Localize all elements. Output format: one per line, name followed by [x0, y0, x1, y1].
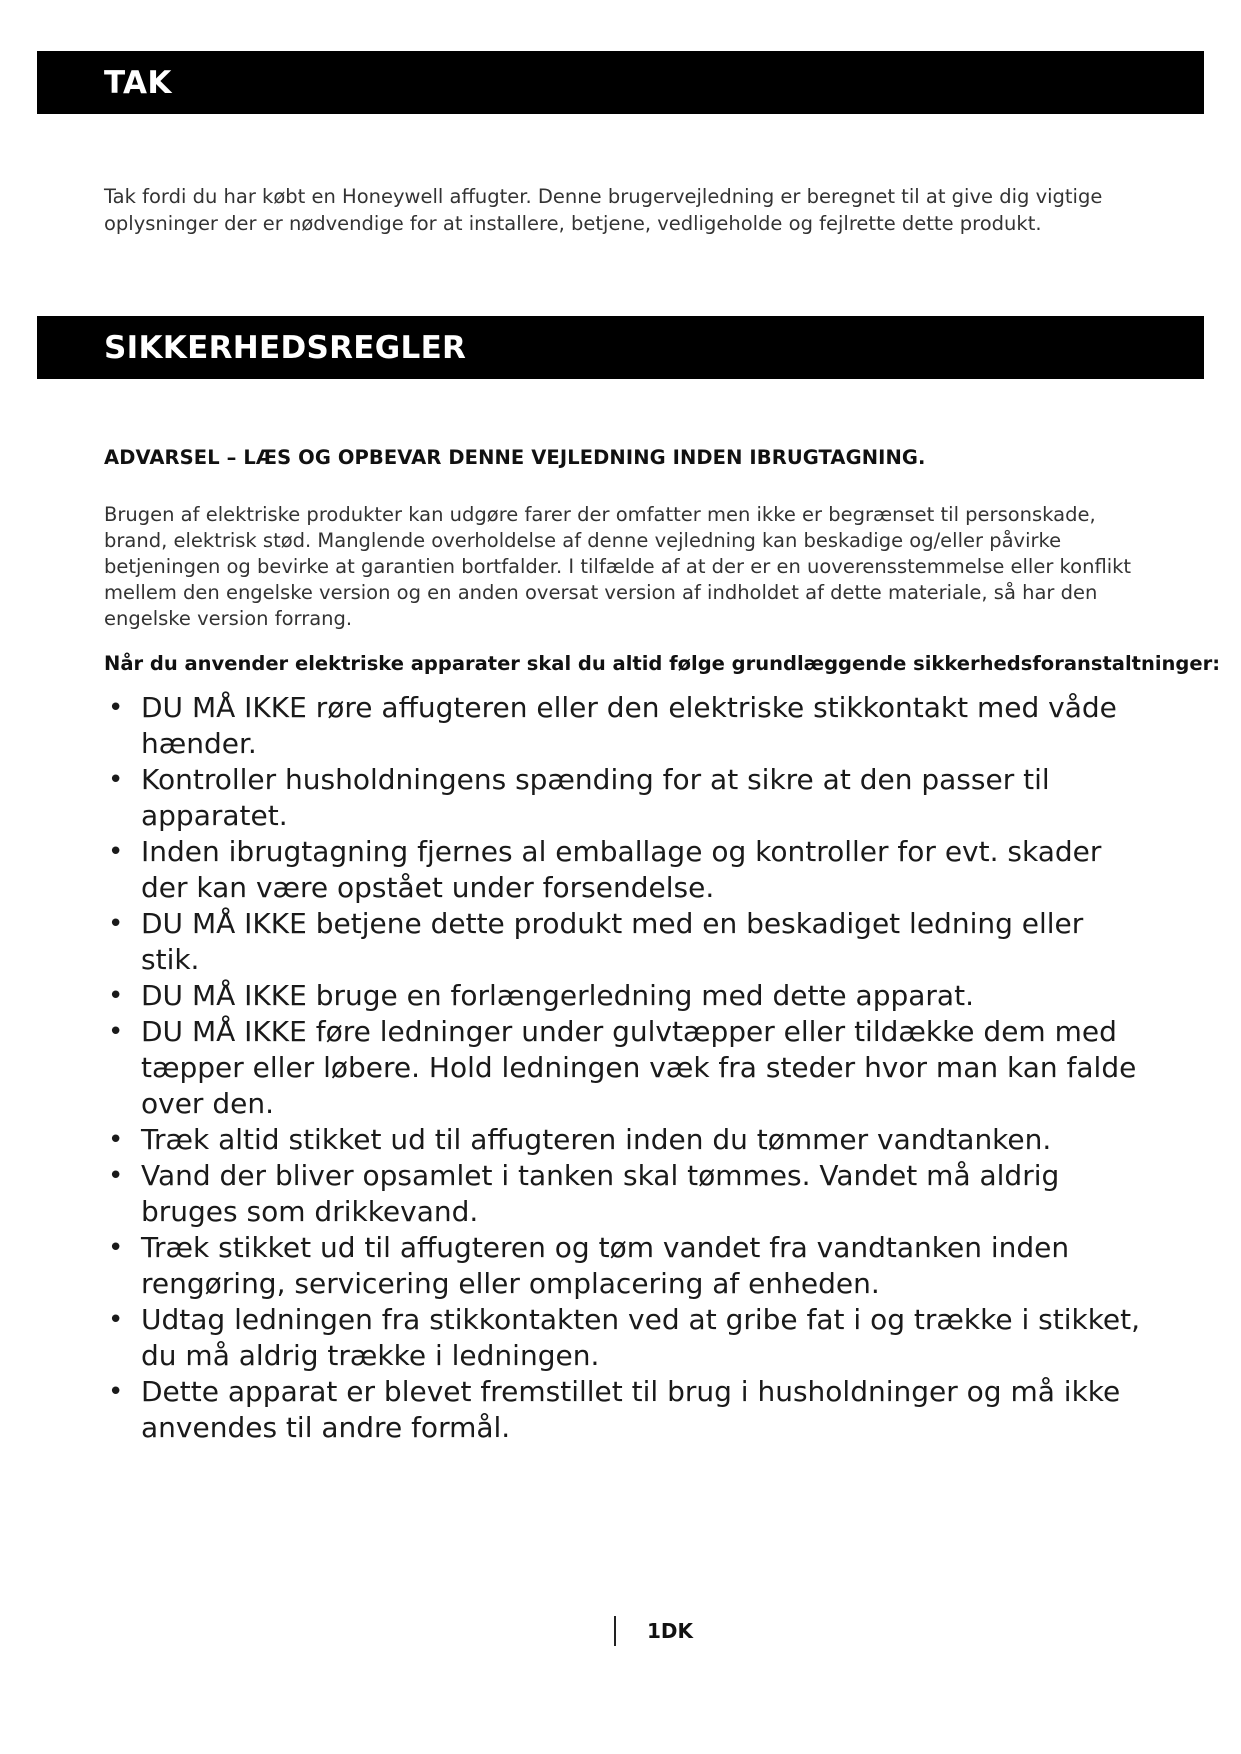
list-item-text: DU MÅ IKKE betjene dette produkt med en beskadiget ledning eller stik.	[141, 907, 1084, 976]
bullet-icon: •	[108, 909, 124, 939]
list-item-text: Kontroller husholdningens spænding for at sikre at den passer til apparatet.	[141, 763, 1050, 832]
list-item-text: Udtag ledningen fra stikkontakten ved at gribe fat i og trække i stikket, du må aldrig trække i ledningen.	[141, 1303, 1141, 1372]
bullet-icon: •	[108, 981, 124, 1011]
list-item	[104, 1158, 1144, 1230]
bullet-icon: •	[108, 1233, 124, 1263]
list-item-text: DU MÅ IKKE røre affugteren eller den elektriske stikkontakt med våde hænder.	[141, 691, 1117, 760]
list-item-text: Vand der bliver opsamlet i tanken skal tømmes. Vandet må aldrig bruges som drikkevand.	[141, 1159, 1060, 1228]
list-item	[104, 1122, 1144, 1158]
safety-list	[104, 690, 1144, 1446]
list-item-text: DU MÅ IKKE bruge en forlængerledning med dette apparat.	[141, 979, 974, 1012]
section-title-sikkerhedsregler: SIKKERHEDSREGLER	[104, 329, 467, 366]
section-title-tak: TAK	[104, 64, 172, 101]
list-item	[104, 690, 1144, 762]
list-item	[104, 978, 1144, 1014]
intro-paragraph: Tak fordi du har købt en Honeywell affugter. Denne brugervejledning er beregnet til at give dig vigtige oplysninger der er nødvendige for at installere, betjene, vedligeholde og fejlrette dette produkt.	[104, 185, 1103, 235]
bullet-icon: •	[108, 1161, 124, 1191]
list-item	[104, 1230, 1144, 1302]
bullet-icon: •	[108, 1125, 124, 1155]
page-number: 1DK	[647, 1619, 694, 1643]
warning-heading: ADVARSEL – LÆS OG OPBEVAR DENNE VEJLEDNING INDEN IBRUGTAGNING.	[104, 446, 926, 469]
bullet-icon: •	[108, 693, 124, 723]
section-header-tak	[37, 51, 1204, 114]
section-header-sikkerhedsregler	[37, 316, 1204, 379]
list-item	[104, 1374, 1144, 1446]
list-item-text: Inden ibrugtagning fjernes al emballage og kontroller for evt. skader der kan være opstået under forsendelse.	[141, 835, 1102, 904]
bullet-icon: •	[108, 1305, 124, 1335]
list-item-text: DU MÅ IKKE føre ledninger under gulvtæpper eller tildække dem med tæpper eller løbere. Hold ledningen væk fra steder hvor man kan falde over den.	[141, 1015, 1137, 1120]
bullet-icon: •	[108, 837, 124, 867]
list-item	[104, 906, 1144, 978]
page-footer	[614, 1616, 693, 1646]
list-item-text: Træk altid stikket ud til affugteren inden du tømmer vandtanken.	[141, 1123, 1052, 1156]
footer-divider	[614, 1616, 616, 1646]
list-item	[104, 834, 1144, 906]
list-item	[104, 1014, 1144, 1122]
precautions-intro: Når du anvender elektriske apparater skal du altid følge grundlæggende sikkerhedsforanstaltninger:	[104, 652, 1220, 675]
warning-paragraph: Brugen af elektriske produkter kan udgøre farer der omfatter men ikke er begrænset til personskade, brand, elektrisk stød. Manglende overholdelse af denne vejledning kan beskadige og/eller påvirke betjeningen og bevirke at garantien bortfalder. I tilfælde af at der er en uoverensstemmelse eller konflikt mellem den engelske version og en anden oversat version af indholdet af dette materiale, så har den engelske version forrang.	[104, 503, 1132, 630]
list-item-text: Dette apparat er blevet fremstillet til brug i husholdninger og må ikke anvendes til andre formål.	[141, 1375, 1121, 1444]
bullet-icon: •	[108, 1377, 124, 1407]
bullet-icon: •	[108, 1017, 124, 1047]
list-item-text: Træk stikket ud til affugteren og tøm vandet fra vandtanken inden rengøring, servicering eller omplacering af enheden.	[141, 1231, 1070, 1300]
list-item	[104, 762, 1144, 834]
bullet-icon: •	[108, 765, 124, 795]
list-item	[104, 1302, 1144, 1374]
